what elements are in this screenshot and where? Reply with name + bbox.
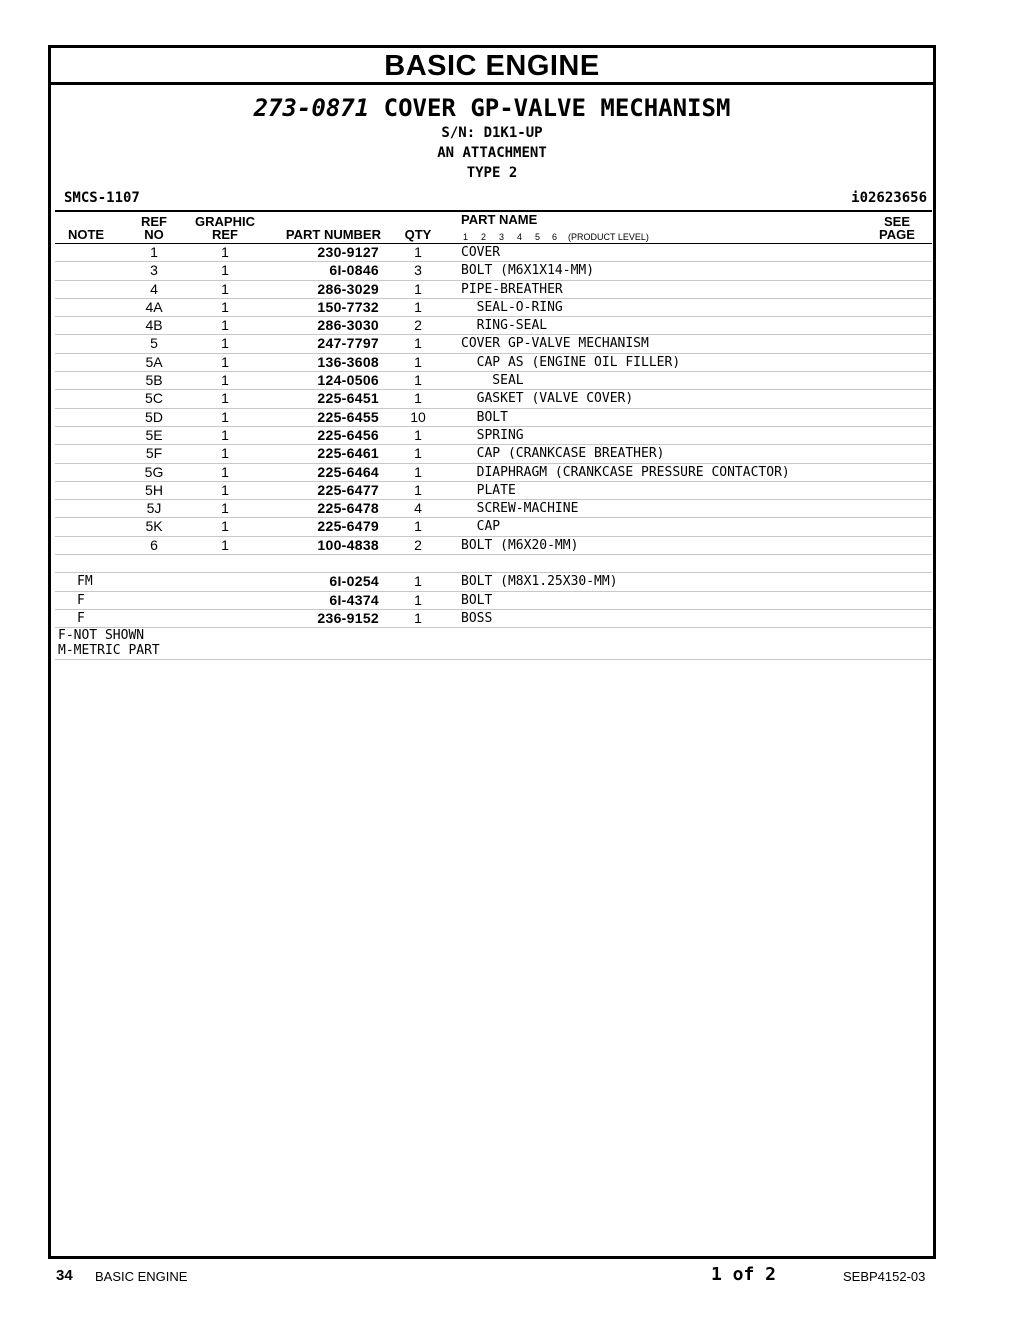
ref-no-cell: 5A — [145, 353, 163, 370]
header-ref-top: REF — [141, 214, 167, 229]
qty-cell: 1 — [414, 335, 422, 352]
part-name-cell: SEAL — [461, 373, 524, 389]
parts-table — [55, 210, 932, 660]
part-number-cell: 225-6456 — [317, 426, 379, 443]
qty-cell: 2 — [414, 317, 422, 334]
part-number-cell: 225-6451 — [317, 390, 379, 407]
part-name-cell: CAP AS (ENGINE OIL FILLER) — [461, 354, 681, 370]
header-graphic-top: GRAPHIC — [195, 214, 255, 229]
part-number-cell: 225-6477 — [317, 481, 379, 498]
ref-no-cell: 6 — [150, 536, 158, 553]
header-see-top: SEE — [883, 214, 910, 229]
level-1: 1 — [463, 232, 469, 242]
notes-block — [55, 628, 932, 660]
table-row — [55, 500, 932, 518]
part-name-cell: SPRING — [461, 427, 524, 443]
part-name-cell: GASKET (VALVE COVER) — [461, 391, 634, 407]
table-row — [55, 262, 932, 280]
part-number-cell: 6I-4374 — [329, 591, 379, 608]
part-number-cell: 225-6461 — [317, 445, 379, 462]
part-number-cell: 286-3029 — [317, 280, 379, 297]
part-name-cell: PIPE-BREATHER — [461, 281, 563, 297]
table-row — [55, 281, 932, 299]
part-name-cell: CAP (CRANKCASE BREATHER) — [461, 446, 665, 462]
table-row — [55, 518, 932, 536]
table-row — [55, 555, 932, 573]
part-name-cell: BOLT — [461, 409, 508, 425]
ref-no-cell: 5K — [145, 518, 163, 535]
illustration-id: i02623656 — [851, 190, 927, 206]
level-6: 6 — [552, 232, 558, 242]
part-number-cell: 225-6455 — [317, 408, 379, 425]
qty-cell: 1 — [414, 591, 422, 608]
ref-no-cell: 4B — [145, 317, 163, 334]
graphic-ref-cell: 1 — [221, 500, 229, 517]
part-name-cell: CAP — [461, 519, 501, 535]
part-number-cell: 150-7732 — [317, 298, 379, 315]
graphic-ref-cell: 1 — [221, 536, 229, 553]
graphic-ref-cell: 1 — [221, 298, 229, 315]
table-row — [55, 299, 932, 317]
table-row — [55, 537, 932, 555]
table-row — [55, 573, 932, 591]
header-part-name: PART NAME — [461, 212, 538, 227]
graphic-ref-cell: 1 — [221, 280, 229, 297]
part-name-cell: BOLT (M6X1X14-MM) — [461, 263, 595, 279]
part-number-cell: 136-3608 — [317, 353, 379, 370]
header-graphic-bottom: REF — [212, 227, 238, 242]
qty-cell: 1 — [414, 390, 422, 407]
qty-cell: 1 — [414, 518, 422, 535]
part-number-cell: 236-9152 — [317, 609, 379, 626]
note-cell: FM — [77, 574, 93, 590]
part-number-cell: 230-9127 — [317, 244, 379, 260]
qty-cell: 1 — [414, 353, 422, 370]
part-number-cell: 225-6464 — [317, 463, 379, 480]
page-of-indicator: 1 of 2 — [711, 1264, 777, 1285]
graphic-ref-cell: 1 — [221, 408, 229, 425]
table-row — [55, 317, 932, 335]
part-number-cell: 225-6479 — [317, 518, 379, 535]
product-level-label: (PRODUCT LEVEL) — [568, 232, 649, 242]
part-name-cell: BOLT (M8X1.25X30-MM) — [461, 574, 618, 590]
part-name-cell: SCREW-MACHINE — [461, 501, 579, 517]
header-ref-bottom: NO — [144, 227, 164, 242]
graphic-ref-cell: 1 — [221, 353, 229, 370]
table-header — [55, 212, 932, 244]
table-row — [55, 409, 932, 427]
ref-no-cell: 5B — [145, 372, 163, 389]
ref-no-cell: 3 — [150, 262, 158, 279]
level-4: 4 — [517, 232, 523, 242]
table-row — [55, 427, 932, 445]
part-number-cell: 247-7797 — [317, 335, 379, 352]
qty-cell: 1 — [414, 280, 422, 297]
qty-cell: 1 — [414, 463, 422, 480]
ref-no-cell: 5F — [145, 445, 163, 462]
graphic-ref-cell: 1 — [221, 244, 229, 260]
document-id: SEBP4152-03 — [843, 1269, 926, 1284]
qty-cell: 1 — [414, 609, 422, 626]
qty-cell: 1 — [414, 372, 422, 389]
group-header — [51, 85, 933, 210]
qty-cell: 2 — [414, 536, 422, 553]
group-title — [51, 94, 933, 122]
qty-cell: 1 — [414, 244, 422, 260]
ref-no-cell: 5J — [146, 500, 162, 517]
qty-cell: 1 — [414, 298, 422, 315]
section-title: BASIC ENGINE — [51, 48, 933, 85]
part-name-cell: COVER GP-VALVE MECHANISM — [461, 336, 649, 352]
ref-no-cell: 5D — [145, 408, 163, 425]
parts-page-frame — [48, 45, 936, 1259]
table-row — [55, 464, 932, 482]
qty-cell: 3 — [414, 262, 422, 279]
graphic-ref-cell: 1 — [221, 426, 229, 443]
header-part-number: PART NUMBER — [285, 227, 381, 242]
level-3: 3 — [499, 232, 505, 242]
table-row — [55, 592, 932, 610]
graphic-ref-cell: 1 — [221, 390, 229, 407]
graphic-ref-cell: 1 — [221, 262, 229, 279]
ref-no-cell: 5G — [144, 463, 164, 480]
table-row — [55, 390, 932, 408]
part-name-cell: BOLT (M6X20-MM) — [461, 537, 579, 553]
qty-cell: 1 — [414, 426, 422, 443]
note-not-shown: F-NOT SHOWN — [58, 628, 145, 644]
header-note: NOTE — [67, 227, 105, 242]
ref-no-cell: 1 — [150, 244, 158, 260]
graphic-ref-cell: 1 — [221, 518, 229, 535]
attachment-label: AN ATTACHMENT — [437, 145, 547, 161]
part-name-cell: BOLT — [461, 592, 493, 608]
part-name-cell: SEAL-O-RING — [461, 299, 563, 315]
smcs-code: SMCS-1107 — [64, 190, 140, 206]
header-see-bottom: PAGE — [879, 227, 915, 242]
page-number: 34 — [56, 1267, 73, 1284]
qty-cell: 1 — [414, 481, 422, 498]
qty-cell: 1 — [414, 573, 422, 590]
group-number: 273-0871 — [253, 94, 370, 122]
ref-no-cell: 5E — [145, 426, 163, 443]
table-row — [55, 445, 932, 463]
qty-cell: 4 — [414, 500, 422, 517]
table-row — [55, 482, 932, 500]
note-cell: F — [77, 610, 85, 626]
page-footer — [0, 1264, 1020, 1288]
table-row — [55, 610, 932, 628]
serial-number: S/N: D1K1-UP — [441, 125, 543, 141]
graphic-ref-cell: 1 — [221, 317, 229, 334]
level-2: 2 — [481, 232, 487, 242]
part-number-cell: 225-6478 — [317, 500, 379, 517]
table-row — [55, 372, 932, 390]
part-number-cell: 6I-0846 — [329, 262, 379, 279]
part-number-cell: 124-0506 — [317, 372, 379, 389]
graphic-ref-cell: 1 — [221, 335, 229, 352]
part-name-cell: DIAPHRAGM (CRANKCASE PRESSURE CONTACTOR) — [461, 464, 790, 480]
footer-section-name: BASIC ENGINE — [95, 1269, 188, 1284]
qty-cell: 1 — [414, 445, 422, 462]
type-label: TYPE 2 — [466, 165, 518, 181]
note-metric: M-METRIC PART — [58, 643, 160, 659]
level-5: 5 — [535, 232, 541, 242]
ref-no-cell: 5H — [145, 481, 163, 498]
ref-no-cell: 5 — [150, 335, 158, 352]
table-row — [55, 335, 932, 353]
ref-no-cell: 4 — [150, 280, 158, 297]
table-row — [55, 354, 932, 372]
qty-cell: 10 — [410, 408, 426, 425]
note-cell: F — [77, 592, 85, 608]
part-name-cell: RING-SEAL — [461, 318, 548, 334]
part-number-cell: 100-4838 — [317, 536, 379, 553]
graphic-ref-cell: 1 — [221, 372, 229, 389]
part-name-cell: PLATE — [461, 482, 516, 498]
part-name-cell: COVER — [461, 245, 501, 260]
part-name-cell: BOSS — [461, 610, 493, 626]
ref-no-cell: 5C — [145, 390, 163, 407]
graphic-ref-cell: 1 — [221, 445, 229, 462]
group-name: COVER GP-VALVE MECHANISM — [383, 94, 731, 122]
header-qty: QTY — [404, 227, 432, 242]
table-row — [55, 244, 932, 262]
part-number-cell: 6I-0254 — [329, 573, 379, 590]
ref-no-cell: 4A — [145, 298, 163, 315]
graphic-ref-cell: 1 — [221, 481, 229, 498]
part-number-cell: 286-3030 — [317, 317, 379, 334]
graphic-ref-cell: 1 — [221, 463, 229, 480]
table-body — [55, 244, 932, 628]
